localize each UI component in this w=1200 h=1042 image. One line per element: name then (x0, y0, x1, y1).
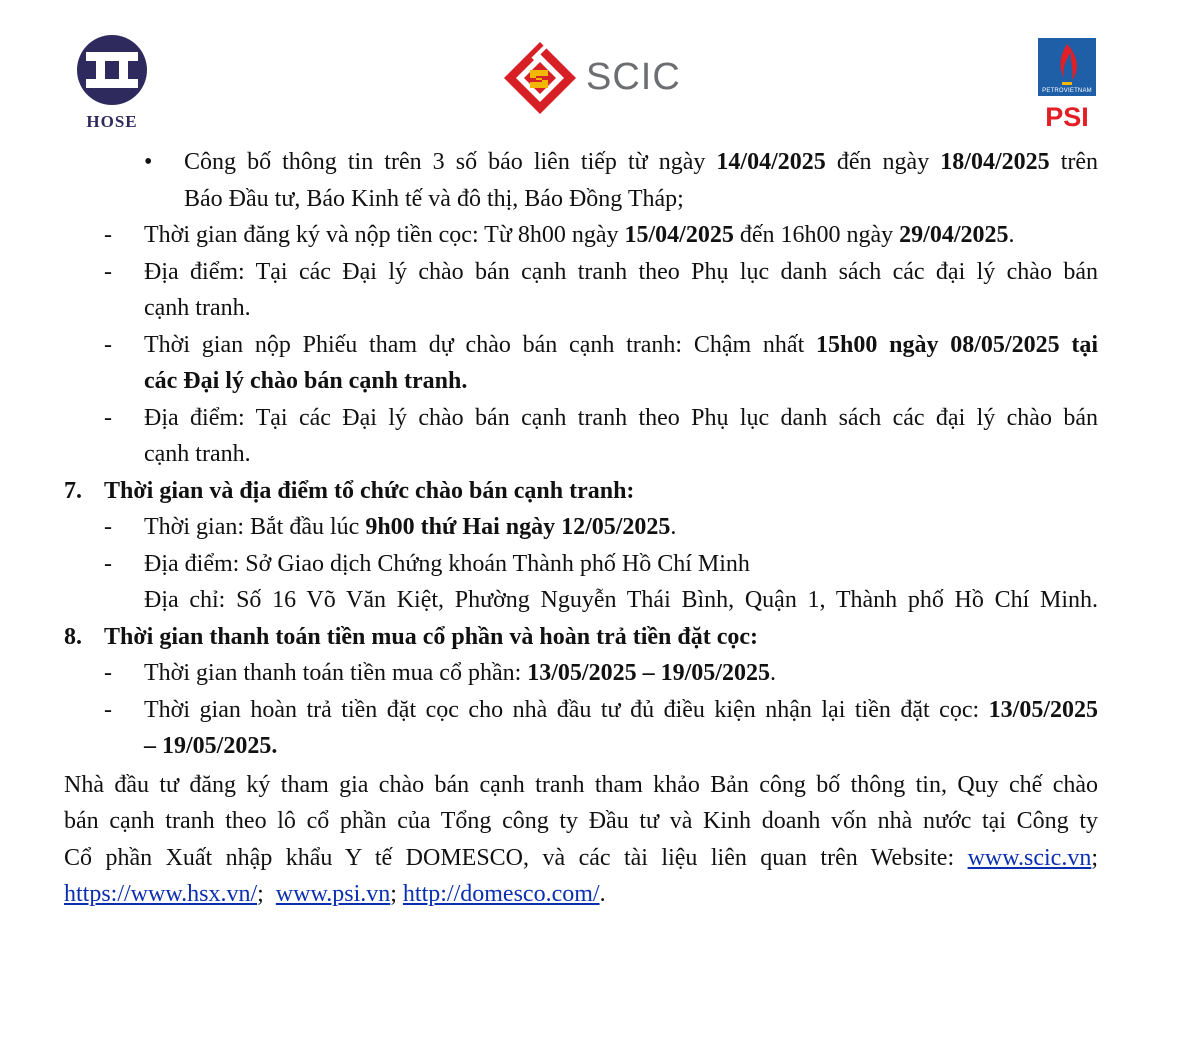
submit-cont-line (64, 363, 1098, 400)
bullet-text: Công bố thông tin trên 3 số báo liên tiếp từ ngày 14/04/2025 đến ngày 18/04/2025 trên (184, 149, 1099, 175)
bullet-text-cont: Báo Đầu tư, Báo Kinh tế và đô thị, Báo Đồng Tháp; (184, 185, 684, 212)
section8-refund-text-cont: – 19/05/2025. (144, 733, 278, 759)
hose-emblem-icon (72, 32, 152, 112)
closing-line-1 (64, 767, 1098, 804)
section8-pay-text: Thời gian thanh toán tiền mua cổ phần: 13/05/2025 – 19/05/2025. (144, 660, 776, 686)
place1-line (64, 254, 1098, 291)
hose-logo-text: HOSE (86, 112, 138, 131)
closing-line-4 (64, 876, 1098, 913)
section8-heading (64, 619, 1098, 656)
closing-text-3: Cổ phần Xuất nhập khẩu Y tế DOMESCO, và các tài liệu liên quan trên Website: www.scic.vn; (64, 844, 1098, 871)
place2-text-cont: cạnh tranh. (144, 441, 251, 467)
dash-marker: - (104, 550, 112, 577)
section7-address-text: Địa chỉ: Số 16 Võ Văn Kiệt, Phường Nguyễn Thái Bình, Quận 1, Thành phố Hồ Chí Minh. (144, 587, 1098, 613)
dash-marker: - (104, 404, 112, 431)
closing-text-1: Nhà đầu tư đăng ký tham gia chào bán cạnh tranh tham khảo Bản công bố thông tin, Quy chế chào (64, 771, 1098, 798)
dash-marker: - (104, 331, 112, 358)
section7-number: 7. (64, 477, 82, 504)
place2-text: Địa điểm: Tại các Đại lý chào bán cạnh tranh theo Phụ lục danh sách các đại lý chào bán (144, 404, 1098, 431)
place1-cont-line (64, 290, 1098, 327)
section7-address-line (64, 582, 1098, 619)
section8-title: Thời gian thanh toán tiền mua cổ phần và hoàn trả tiền đặt cọc: (104, 623, 759, 650)
document-body (64, 144, 1098, 913)
section8-pay-line (64, 655, 1098, 692)
section7-heading (64, 473, 1098, 510)
scic-website-link[interactable]: www.scic.vn (967, 844, 1092, 871)
section7-time-line (64, 509, 1098, 546)
psi-logo-text: PSI (1045, 102, 1089, 132)
closing-text-4: https://www.hsx.vn/; www.psi.vn; http://domesco.com/. (64, 881, 606, 907)
document-header (0, 0, 1200, 140)
dash-marker: - (104, 660, 112, 686)
place1-text-cont: cạnh tranh. (144, 295, 251, 321)
registration-line (64, 217, 1098, 254)
place2-cont-line (64, 436, 1098, 473)
submit-text: Thời gian nộp Phiếu tham dự chào bán cạnh tranh: Chậm nhất 15h00 ngày 08/05/2025 tại (144, 331, 1098, 358)
bullet-line-2 (64, 181, 1098, 218)
dash-marker: - (104, 258, 112, 285)
bullet-line-1 (64, 144, 1098, 181)
hose-logo (72, 32, 152, 132)
section8-refund-line (64, 692, 1098, 729)
section8-refund-cont-line (64, 728, 1098, 765)
closing-line-3 (64, 840, 1098, 877)
section7-time-text: Thời gian: Bắt đầu lúc 9h00 thứ Hai ngày 12/05/2025. (144, 514, 677, 540)
scic-diamond-icon (500, 40, 580, 116)
place2-line (64, 400, 1098, 437)
psi-sub-text: PETROVIETNAM (1042, 88, 1092, 94)
submit-text-cont: các Đại lý chào bán cạnh tranh. (144, 368, 468, 394)
dash-marker: - (104, 514, 112, 540)
domesco-website-link[interactable]: http://domesco.com/ (402, 881, 600, 907)
hsx-website-link[interactable]: https://www.hsx.vn/ (64, 881, 258, 907)
closing-text-2: bán cạnh tranh theo lô cổ phần của Tổng công ty Đầu tư và Kinh doanh vốn nhà nước tại Công ty (64, 808, 1098, 834)
section8-number: 8. (64, 623, 82, 650)
registration-text: Thời gian đăng ký và nộp tiền cọc: Từ 8h00 ngày 15/04/2025 đến 16h00 ngày 29/04/2025. (144, 222, 1015, 248)
psi-website-link[interactable]: www.psi.vn (275, 881, 391, 907)
dash-marker: - (104, 222, 112, 248)
section7-title: Thời gian và địa điểm tổ chức chào bán cạnh tranh: (104, 477, 635, 504)
bullet-dot-icon: • (144, 149, 153, 175)
scic-logo (500, 40, 681, 116)
submit-line (64, 327, 1098, 364)
place1-text: Địa điểm: Tại các Đại lý chào bán cạnh tranh theo Phụ lục danh sách các đại lý chào bán (144, 258, 1098, 285)
section7-place-line (64, 546, 1098, 583)
scic-logo-text: SCIC (586, 56, 681, 98)
section8-refund-text: Thời gian hoàn trả tiền đặt cọc cho nhà đầu tư đủ điều kiện nhận lại tiền đặt cọc: 13/05/2025 (144, 696, 1098, 723)
closing-line-2 (64, 803, 1098, 840)
psi-logo (1038, 38, 1096, 130)
dash-marker: - (104, 696, 112, 723)
section7-place-text: Địa điểm: Sở Giao dịch Chứng khoán Thành phố Hồ Chí Minh (144, 550, 750, 577)
